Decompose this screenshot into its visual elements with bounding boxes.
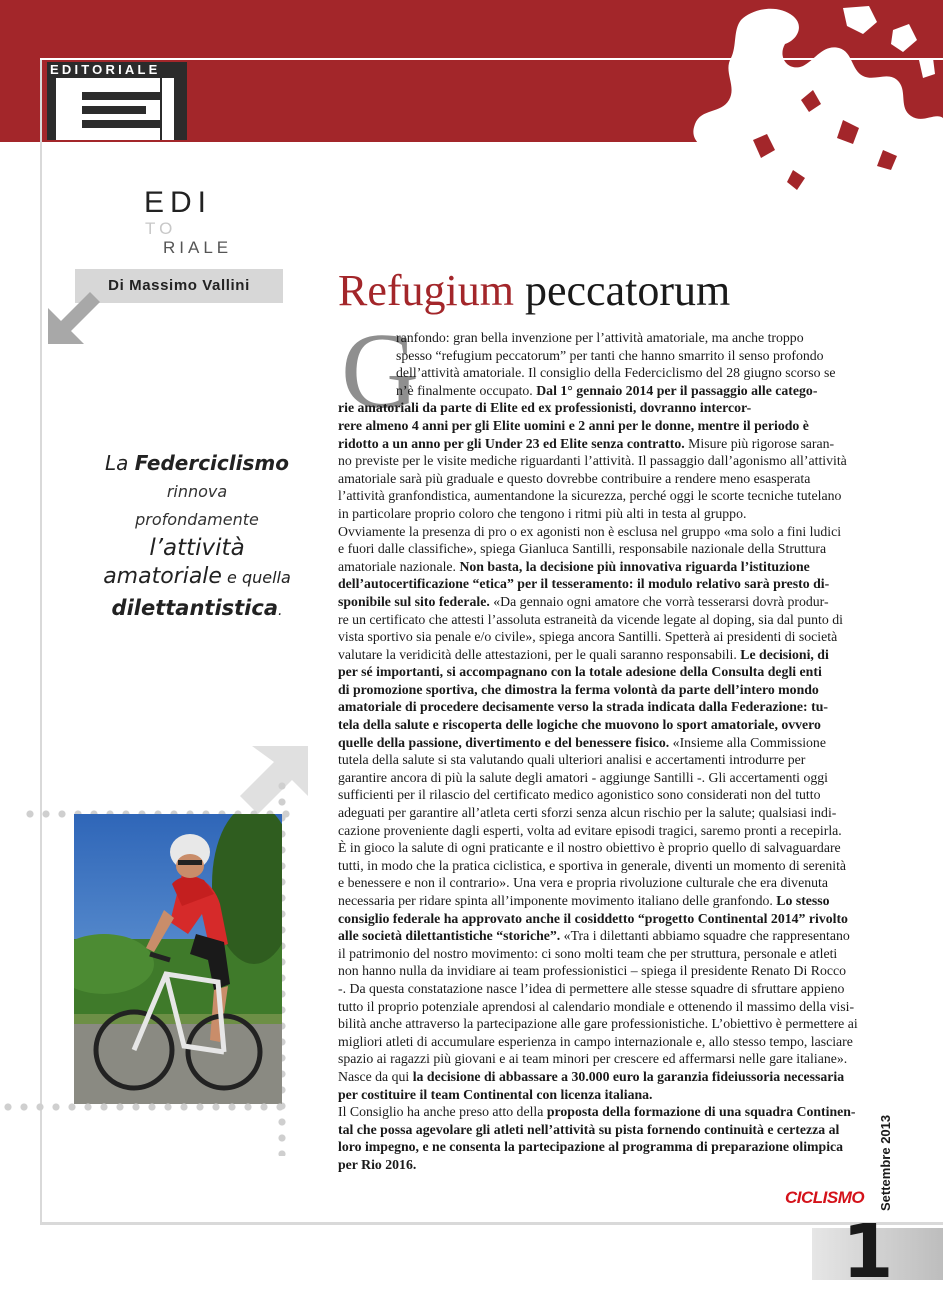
article-line: [338, 364, 854, 382]
article-text: l’attività granfondistica, aumentandone la sicurezza, perché oggi le scorte tecniche tutelano: [338, 488, 842, 504]
article-bold-text: Dal 1° gennaio 2014 per il passaggio alle catego-: [536, 382, 818, 398]
article-line: [338, 769, 854, 787]
article-text: tutto il proprio potenziale aprendosi al calendario mondiale e ottenendo il massimo della visi-: [338, 998, 855, 1014]
issue-date: Settembre 2013: [878, 1115, 893, 1211]
title-black-word: peccatorum: [513, 266, 731, 315]
article-line: [338, 663, 854, 681]
article-text: ranfondo: gran bella invenzione per l’attività amatoriale, ma anche troppo: [396, 330, 804, 345]
pull-quote: [86, 448, 308, 626]
author-name: Di Massimo Vallini: [108, 277, 250, 294]
article-line: [338, 575, 854, 593]
article-bold-text: proposta della formazione di una squadra Continen-: [546, 1104, 856, 1120]
section-label: EDITORIALE: [50, 62, 161, 77]
article-text: e benessere e non il contrario». Una vera e propria rivoluzione culturale che era divenuta: [338, 875, 828, 891]
quote-line: l’attività: [149, 535, 245, 561]
quote-line: profondamente: [135, 510, 259, 529]
quote-text: amatoriale: [103, 564, 222, 589]
article-bold-text: rere almeno 4 anni per gli Elite uomini e 2 anni per le donne, mentre il periodo è: [338, 417, 809, 433]
article-line: [338, 558, 854, 576]
article-text: «Insieme alla Commissione: [669, 734, 826, 750]
article-bold-text: per Rio 2016.: [338, 1156, 417, 1172]
article-line: [338, 1121, 854, 1139]
article-line: [338, 435, 854, 453]
article-line: [338, 822, 854, 840]
article-line: [338, 329, 854, 347]
article-text: valutare la veridicità delle attestazioni, per le quali saranno responsabili.: [338, 646, 741, 662]
quote-line: rinnova: [166, 482, 228, 501]
article-text: Misure più rigorose saran-: [684, 435, 835, 451]
article-bold-text: dell’autocertificazione “etica” per il tesseramento: il modulo relativo sarà presto di-: [338, 576, 830, 592]
quote-bold: dilettantistica: [111, 596, 278, 620]
article-text: «Da gennaio ogni amatore che vorrà tesserarsi dovrà produr-: [489, 593, 829, 609]
article-line: [338, 1068, 854, 1086]
article-text: re un certificato che attesti l’assoluta estraneità da vicende legate al doping, sia dal punto di: [338, 611, 843, 627]
arrow-down-left-icon: [46, 288, 104, 346]
page-number: 1: [842, 1209, 894, 1295]
article-bold-text: consiglio federale ha approvato anche il cosiddetto “progetto Continental 2014” rivolto: [338, 910, 848, 926]
dotted-border-bottom: [0, 1099, 290, 1115]
article-line: [338, 716, 854, 734]
article-text: non hanno nulla da invidiare ai team professionistici – spiega il presidente Renato Di Rocco: [338, 963, 847, 979]
article-line: [338, 523, 854, 541]
magazine-logo: CICLISMO: [785, 1188, 865, 1207]
article-text: garantire ancora di più la salute degli amatori - aggiunge Santilli -. Gli accertamenti oggi: [338, 769, 828, 785]
article-line: [338, 487, 854, 505]
article-line: [338, 751, 854, 769]
article-line: [338, 927, 854, 945]
article-text: Ovviamente la presenza di pro o ex agonisti non è esclusa nel gruppo «ma solo a fini ludici: [338, 523, 842, 539]
double-e-logo-icon: [56, 78, 174, 140]
article-line: [338, 646, 854, 664]
article-bold-text: per sé importanti, si accompagnano con la totale adesione della Consulta degli enti: [338, 664, 822, 680]
frame-bottom-line: [40, 1222, 943, 1225]
article-line: [338, 382, 854, 400]
heading-riale: RIALE: [163, 238, 233, 257]
article-bold-text: quelle della passione, divertimento e del benessere fisico.: [338, 734, 670, 750]
article-line: [338, 1138, 854, 1156]
article-line: [338, 962, 854, 980]
article-text: amatoriale nazionale.: [338, 558, 460, 574]
splash-decoration: [693, 0, 943, 250]
article-line: [338, 399, 854, 417]
article-line: [338, 417, 854, 435]
article-line: [338, 698, 854, 716]
article-text: in particolare proprio coloro che tengono i ritmi più alti in testa al gruppo.: [338, 505, 747, 521]
article-text: bilità anche attraverso la partecipazione alle gare professionistiche. L’obiettivo è permettere ai: [338, 1016, 858, 1032]
article-line: [338, 804, 854, 822]
article-line: [338, 470, 854, 488]
article-text: tutti, in modo che la pratica ciclistica, e sportiva in generale, diventi un momento di serenità: [338, 857, 847, 873]
article-text: no previste per le visite mediche riguardanti l’attività. Il passaggio dall’agonismo all’attività: [338, 453, 847, 469]
cyclist-photo: [74, 814, 282, 1104]
article-line: [338, 505, 854, 523]
article-line: [338, 611, 854, 629]
article-line: [338, 1103, 854, 1121]
article-text: È in gioco la salute di ogni praticante e il nostro obiettivo è proprio quello di salvaguardare: [338, 840, 841, 856]
quote-line: [86, 593, 308, 626]
quote-text: e quella: [221, 568, 291, 587]
article-text: cazione proveniente dagli esperti, volta ad evitare episodi tragici, saremo pronti a recepirla.: [338, 822, 842, 838]
article-line: [338, 998, 854, 1016]
article-line: [338, 892, 854, 910]
article-line: [338, 786, 854, 804]
quote-bold: Federciclismo: [134, 451, 289, 475]
article-text: dell’attività amatoriale. Il consiglio della Federciclismo del 28 giugno scorso se: [396, 365, 836, 381]
article-line: [338, 681, 854, 699]
article-line: [338, 1033, 854, 1051]
article-text: Nasce da qui: [338, 1068, 413, 1084]
article-line: [338, 945, 854, 963]
article-text: necessaria per ridare spinta all’imponente movimento italiano delle granfondo.: [338, 893, 777, 908]
article-line: [338, 839, 854, 857]
article-text: sufficienti per il rilascio del certificato medico agonistico sono considerati non del tutto: [338, 787, 821, 803]
article-bold-text: rie amatoriali da parte di Elite ed ex professionisti, dovranno intercor-: [338, 400, 752, 416]
article-line: [338, 910, 854, 928]
article-text: spesso “refugium peccatorum” per tanti che hanno smarrito il senso profondo: [396, 347, 824, 363]
article-text: tutela della salute si sta valutando quali ulteriori analisi e accertamenti introdurre per: [338, 752, 806, 768]
heading-edi: EDI: [144, 186, 213, 219]
article-text: Il Consiglio ha anche preso atto della: [338, 1104, 547, 1120]
frame-left-line: [40, 60, 42, 1225]
article-line: [338, 980, 854, 998]
article-text: n’è finalmente occupato.: [396, 382, 537, 398]
quote-line: [86, 448, 308, 478]
article-bold-text: loro impegno, e ne consenta la partecipazione al programma di preparazione olimpica: [338, 1139, 844, 1155]
article-bold-text: Le decisioni, di: [740, 646, 829, 662]
article-text: -. Da questa constatazione nasce l’idea di permettere alle stesse squadre di sfruttare appieno: [338, 980, 845, 996]
article-bold-text: ridotto a un anno per gli Under 23 ed Elite senza contratto.: [338, 435, 685, 451]
title-red-word: Refugium: [338, 266, 514, 315]
article-bold-text: tal che possa agevolare gli atleti nell’attività su pista fornendo continuità e certezza al: [338, 1121, 840, 1137]
article-line: [338, 347, 854, 365]
article-text: migliori atleti di accumulare esperienza in campo internazionale e, allo stesso tempo, lasciare: [338, 1033, 853, 1049]
article-line: [338, 1050, 854, 1068]
article-line: [338, 874, 854, 892]
article-line: [338, 452, 854, 470]
article-line: [338, 1156, 854, 1174]
article-bold-text: alle società dilettantistiche “storiche”.: [338, 928, 561, 944]
article-text: «Tra i dilettanti abbiamo squadre che rappresentano: [560, 928, 850, 944]
drop-cap: G: [341, 312, 419, 431]
article-bold-text: di promozione sportiva, che dimostra la ferma volontà da parte dell’intero mondo: [338, 681, 819, 697]
quote-text: La: [105, 451, 135, 475]
article-text: spazio ai ragazzi più giovani e ai team minori per crescere ed affermarsi nelle gare italiane».: [338, 1051, 848, 1067]
quote-line: [86, 562, 308, 593]
article-line: [338, 857, 854, 875]
article-bold-text: sponibile sul sito federale.: [338, 593, 490, 609]
article-text: e fuori dalle classifiche», spiega Gianluca Santilli, responsabile nazionale della Struttura: [338, 541, 827, 557]
article-line: [338, 1015, 858, 1033]
quote-text: .: [278, 603, 283, 619]
article-line: [338, 734, 854, 752]
article-text: vista sportivo sia penale e/o civile», spiega ancora Santilli. Spetterà ai presidenti di società: [338, 629, 838, 645]
article-bold-text: tela della salute e riscoperta delle logiche che muovono lo sport amatoriale, ovvero: [338, 717, 821, 733]
article-line: [338, 628, 854, 646]
article-bold-text: la decisione di abbassare a 30.000 euro la garanzia fideiussoria necessaria: [412, 1068, 845, 1084]
article-bold-text: Non basta, la decisione più innovativa riguarda l’istituzione: [459, 558, 810, 574]
article-line: [338, 1086, 854, 1104]
article-bold-text: amatoriale di procedere decisamente verso la strada indicata dalla Federazione: tu-: [338, 699, 828, 715]
heading-to: TO: [145, 219, 177, 238]
article-bold-text: Lo stesso: [776, 893, 830, 908]
issue-date-vertical: [872, 1115, 898, 1211]
article-text: amatoriale sarà più graduale e questo dovrebbe contribuire a rendere meno esasperata: [338, 470, 811, 486]
article-line: [338, 593, 854, 611]
article-text: adeguati per garantire all’atleta certi sforzi senza alcun rischio per la salute; qualsiasi indi-: [338, 805, 837, 821]
article-body: [338, 312, 858, 1174]
article-text: il patrimonio del nostro movimento: ci sono molti team che per struttura, personale e atleti: [338, 945, 838, 961]
article-line: [338, 540, 854, 558]
article-bold-text: per costituire il team Continental con licenza italiana.: [338, 1086, 653, 1102]
